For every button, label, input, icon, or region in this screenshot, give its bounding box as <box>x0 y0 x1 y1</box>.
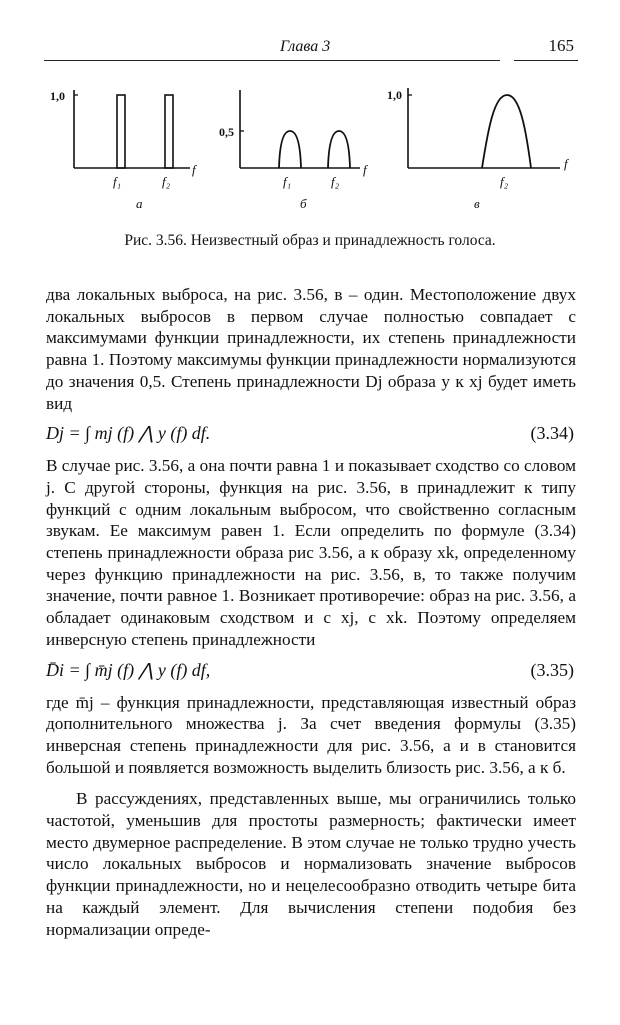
bump-f1 <box>279 131 301 168</box>
y-tick-label: 1,0 <box>50 89 65 103</box>
chapter-title: Глава 3 <box>280 38 331 55</box>
panel-label: а <box>136 196 143 211</box>
panel-c <box>387 88 570 211</box>
header-rule <box>514 60 578 61</box>
y-tick-label: 0,5 <box>219 125 234 139</box>
axis-label: f <box>363 162 367 177</box>
panel-label: б <box>300 196 307 211</box>
formula-3-34 <box>46 417 576 451</box>
paragraph: В случае рис. 3.56, а она почти равна 1 и показывает сходство со словом j. С другой стороны, функция на рис. 3.56, в принадлежит к типу функций с одним локальным выбросом, что свойственно согласным звукам. Ее максимум равен 1. Если определить по формуле (3.34) степень принадлежности образа рис 3.56, а к образу xk, определенному через функцию принадлежности на рис. 3.56, в, то также получим значение, почти равное 1. Возникает противоречие: образ на рис. 3.56, а обладает одинаковым сходством и с xj, с xk. Поэтому определяем инверсную степень принадлежности <box>46 456 576 649</box>
paragraph: два локальных выброса, на рис. 3.56, в – один. Местоположение двух локальных выбросов в первом случае полностью совпадает с максимумами функции принадлежности, их степень принадлежности равна 1. Поэтому максимумы функции принадлежности нормализуются до значения 0,5. Степень принадлежности Dj образа y к xj будет иметь вид <box>46 285 576 413</box>
paragraph: В рассуждениях, представленных выше, мы ограничились только частотой, уменьшив для простоты размерность; фактически имеет место двумерное распределение. В этом случае не только трудно учесть число локальных выбросов и нормализовать значение выбросов функции принадлежности, но и нецелесообразно отводить четыре бита на каждый элемент. Для вычисления степени подобия без нормализации опреде- <box>46 789 576 939</box>
y-tick-label: 1,0 <box>387 88 402 102</box>
panel-b <box>219 90 369 211</box>
figure-caption: Рис. 3.56. Неизвестный образ и принадлежность голоса. <box>124 232 496 249</box>
formula-expression: D̄i = ∫ m̄j (f) ⋀ y (f) df, <box>46 659 211 680</box>
x-tick-label: f₂ <box>500 174 509 189</box>
formula-number: (3.35) <box>530 659 574 680</box>
peak-f2 <box>482 95 531 168</box>
panel-label: в <box>474 196 480 211</box>
bump-f2 <box>328 131 350 168</box>
page-number: 165 <box>548 36 574 55</box>
paragraph: где m̄j – функция принадлежности, представляющая известный образ дополнительного множества j. За счет введения формулы (3.35) инверсная степень принадлежности для рис. 3.56, а и в становится большой и появляется возможность выделить близость рис. 3.56, а к б. <box>46 692 576 777</box>
running-header <box>44 36 578 62</box>
body-text <box>46 284 576 940</box>
header-rule <box>44 60 500 61</box>
formula-number: (3.34) <box>530 423 574 444</box>
x-tick-label: f₂ <box>162 174 171 189</box>
formula-expression: Dj = ∫ mj (f) ⋀ y (f) df. <box>46 423 211 444</box>
panel-a <box>50 89 198 211</box>
formula-3-35 <box>46 654 576 688</box>
x-tick-label: f₁ <box>283 174 292 189</box>
x-tick-label: f₁ <box>113 174 122 189</box>
bar-f2 <box>165 95 173 168</box>
axis-label: f <box>564 156 568 171</box>
x-tick-label: f₂ <box>331 174 340 189</box>
bar-f1 <box>117 95 125 168</box>
axis-label: f <box>192 162 196 177</box>
figure-3-56 <box>0 70 620 220</box>
